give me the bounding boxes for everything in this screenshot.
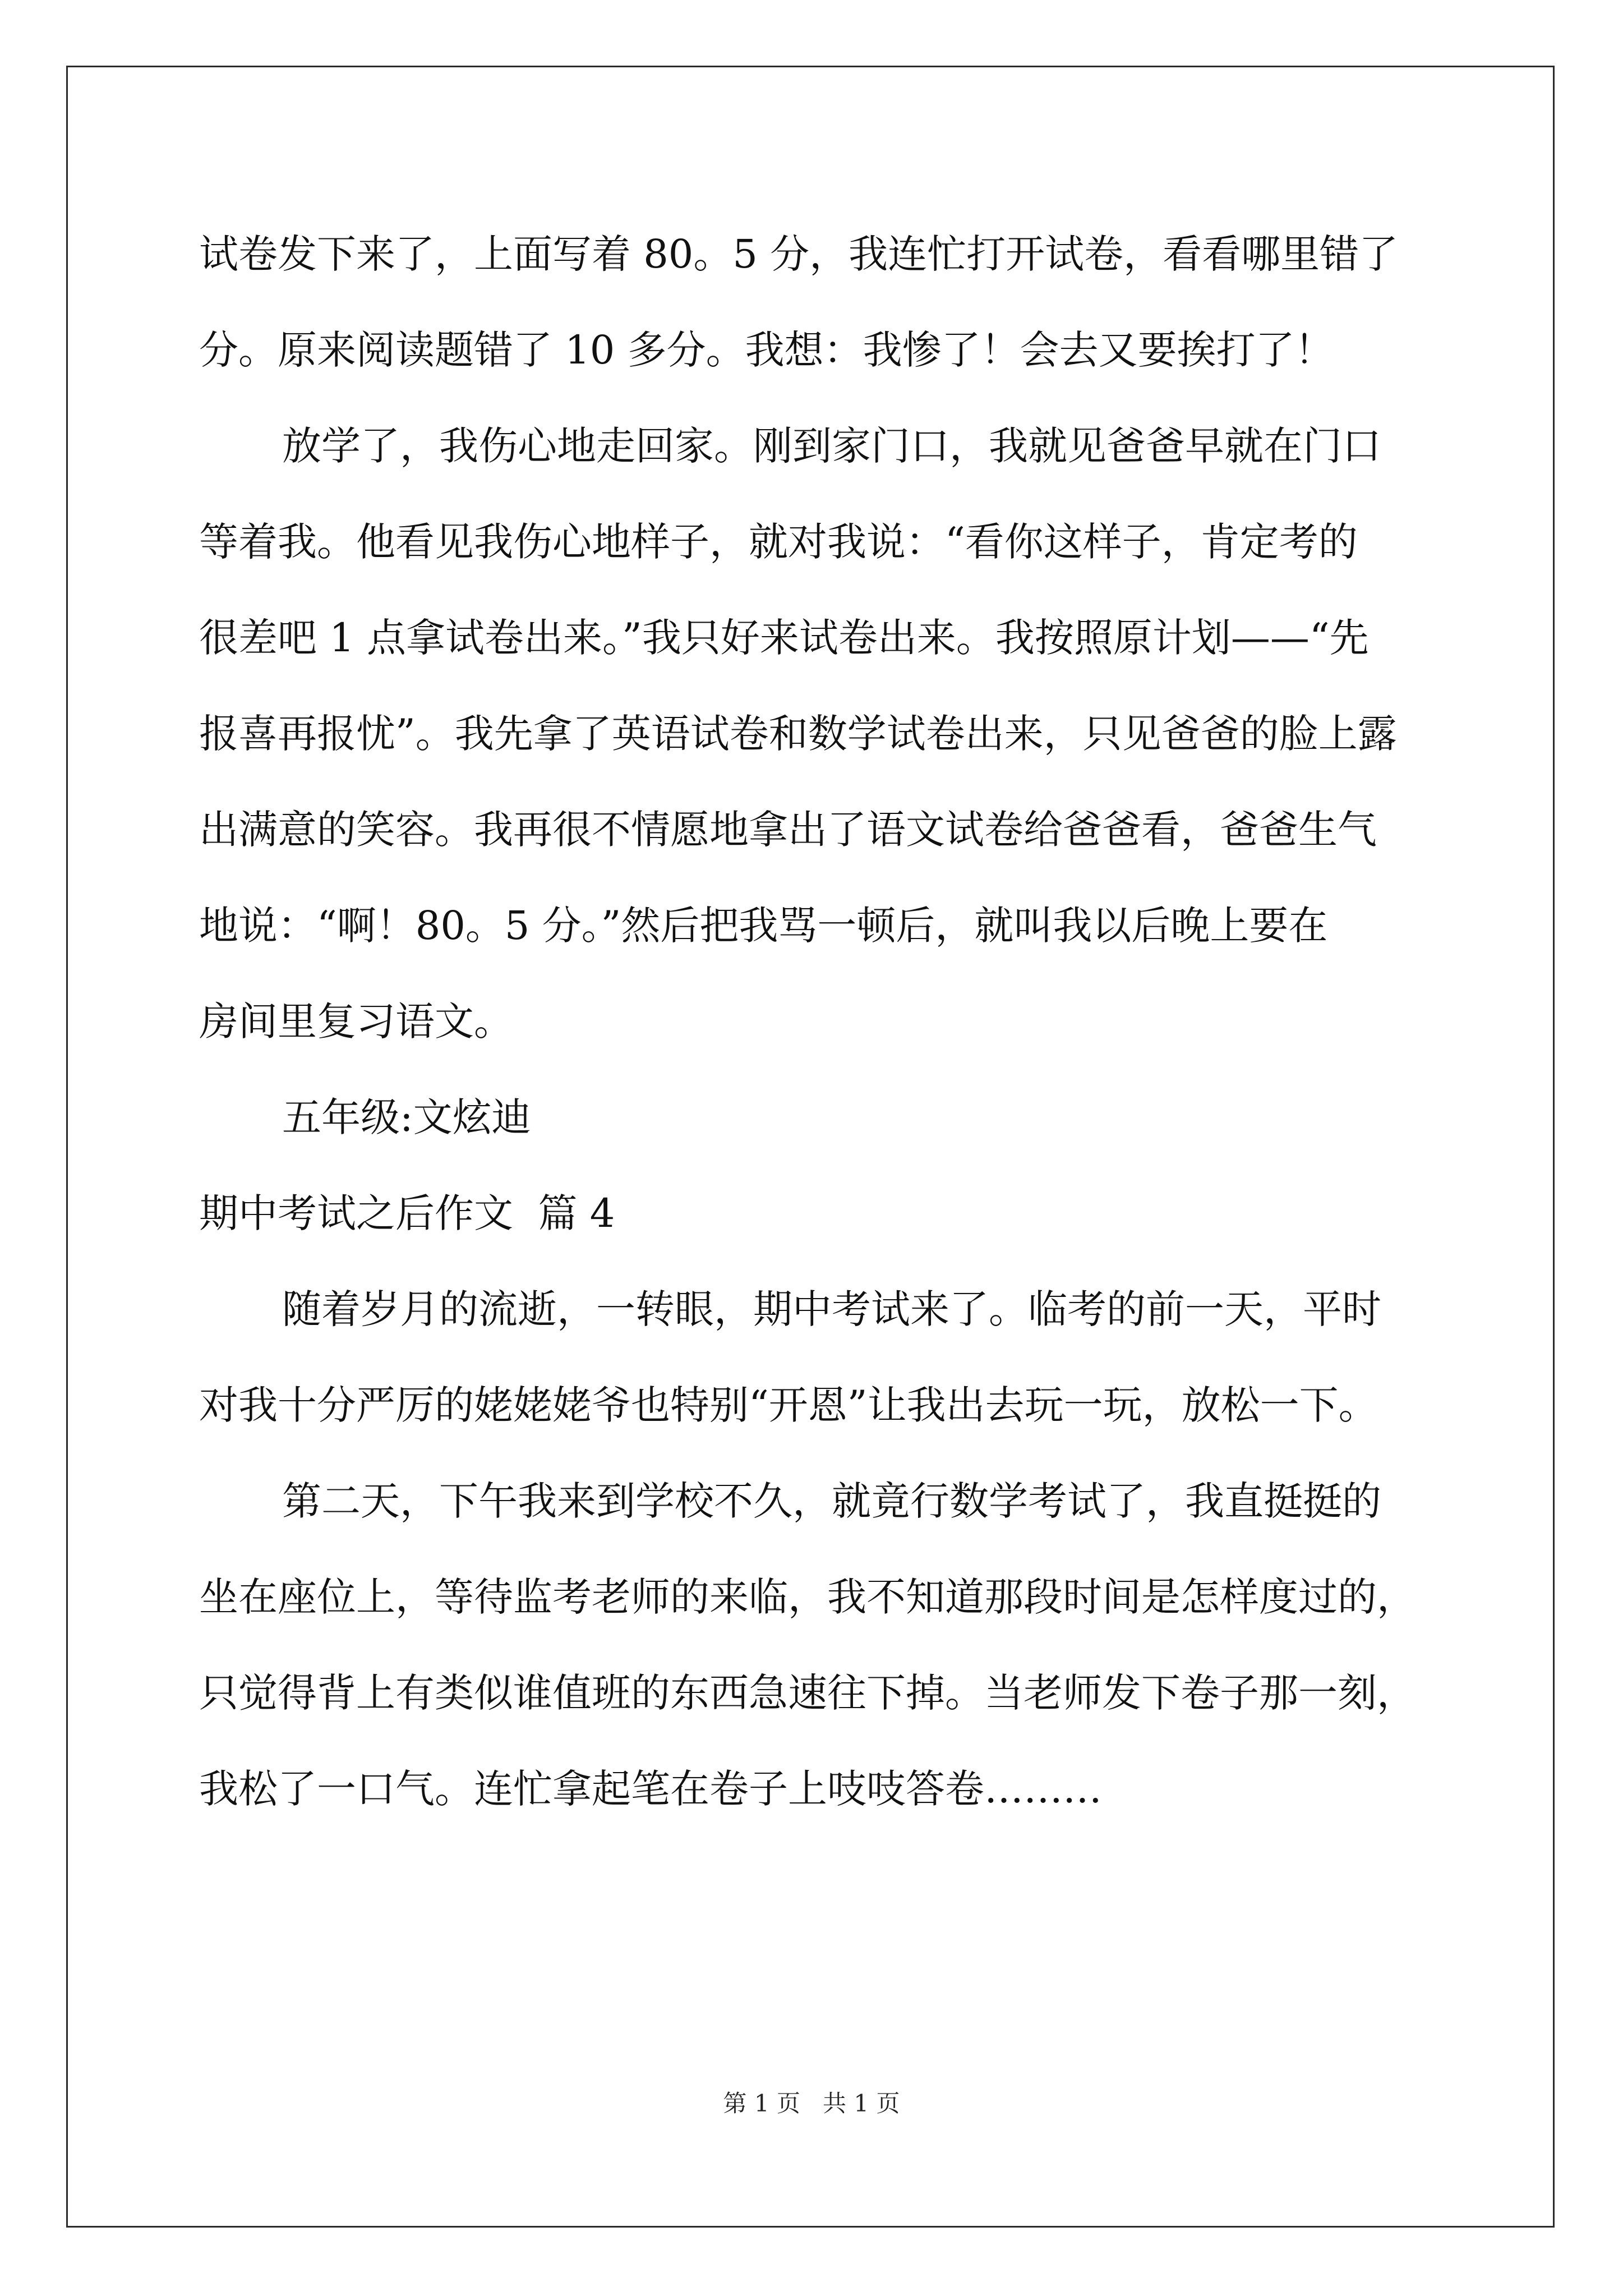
- text-line: 对我十分严厉的姥姥姥爷也特别“开恩”让我出去玩一玩，放松一下。: [199, 1382, 1378, 1428]
- text-line: 分。原来阅读题错了 10 多分。我想：我惨了！会去又要挨打了！: [199, 327, 1334, 373]
- text-line: 很差吧 1 点拿试卷出来。”我只好来试卷出来。我按照原计划——“先: [199, 615, 1369, 661]
- paragraph-start-line: 第二天，下午我来到学校不久，就竟行数学考试了，我直挺挺的: [282, 1478, 1381, 1524]
- text-line: 我松了一口气。连忙拿起笔在卷子上吱吱答卷………: [199, 1766, 1102, 1812]
- document-body: [199, 206, 1433, 1837]
- page-number-footer: 第 1 页 共 1 页: [723, 2090, 900, 2117]
- paragraph-start-line: 放学了，我伤心地走回家。刚到家门口，我就见爸爸早就在门口: [282, 423, 1381, 469]
- text-line: 地说：“啊！80。5 分。”然后把我骂一顿后，就叫我以后晚上要在: [199, 903, 1328, 949]
- author-line: 五年级:文炫迪: [282, 1094, 531, 1140]
- paragraph-start-line: 随着岁月的流逝，一转眼，期中考试来了。临考的前一天，平时: [282, 1286, 1381, 1332]
- text-line: 只觉得背上有类似谁值班的东西急速往下掉。当老师发下卷子那一刻，: [199, 1670, 1416, 1716]
- text-line: 报喜再报忧”。我先拿了英语试卷和数学试卷出来，只见爸爸的脸上露: [199, 711, 1397, 757]
- text-line: 坐在座位上，等待监考老师的来临，我不知道那段时间是怎样度过的，: [199, 1574, 1416, 1620]
- text-line: 出满意的笑容。我再很不情愿地拿出了语文试卷给爸爸看，爸爸生气: [199, 807, 1377, 853]
- section-heading: 期中考试之后作文 篇 4: [199, 1190, 615, 1236]
- text-line: 房间里复习语文。: [199, 999, 513, 1045]
- text-line: 试卷发下来了，上面写着 80。5 分，我连忙打开试卷，看看哪里错了: [199, 231, 1399, 277]
- text-line: 等着我。他看见我伤心地样子，就对我说：“看你这样子，肯定考的: [199, 519, 1358, 565]
